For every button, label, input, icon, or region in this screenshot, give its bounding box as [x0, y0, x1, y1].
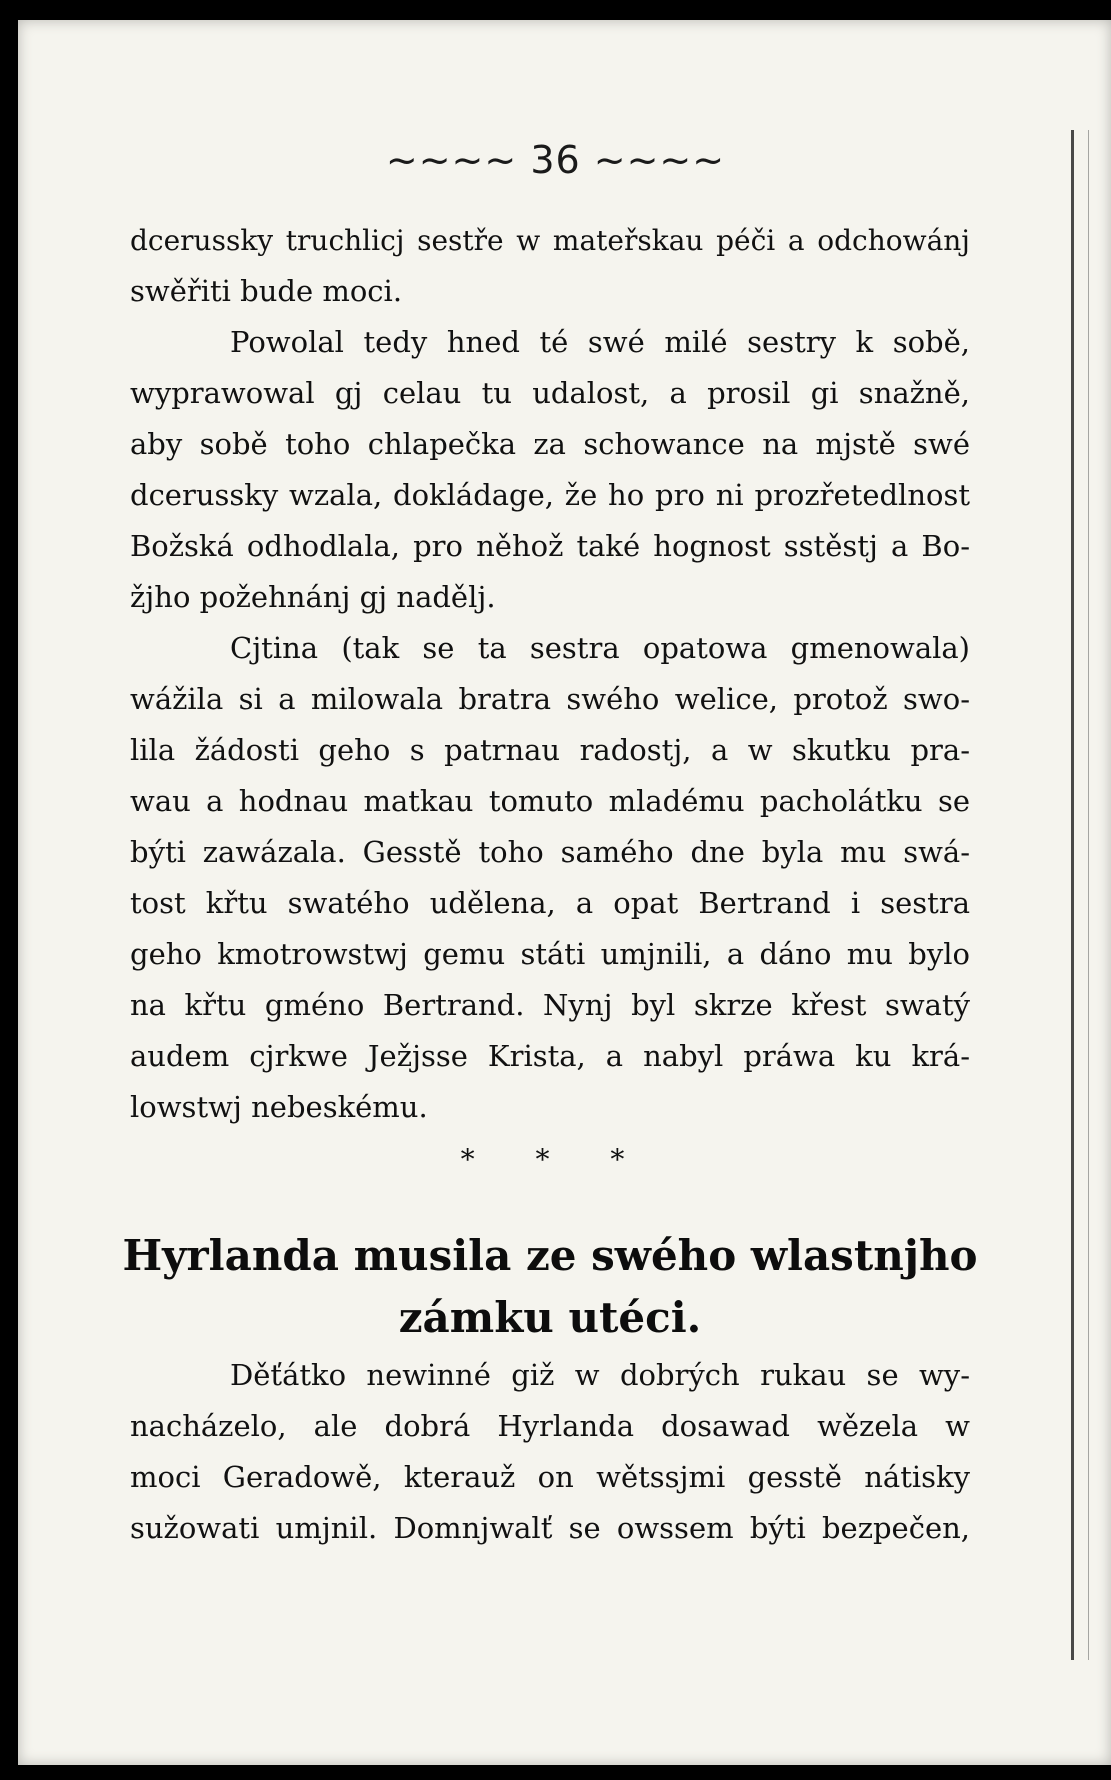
text-line: Powolal tedy hned té swé milé sestry k sobě, — [230, 325, 970, 359]
text-line: Cjtina (tak se ta sestra opatowa gmenowala) — [230, 631, 970, 665]
text-line: dcerussky wzala, dokládage, že ho pro ni prozřetedlnost — [130, 478, 970, 512]
page-number-left-ornament: ~~~~ — [385, 138, 531, 182]
text-line: lowstwj nebeskému. — [130, 1090, 428, 1124]
page-number-right-ornament: ~~~~ — [580, 138, 726, 182]
text-line: geho kmotrowstwj gemu státi umjnili, a dáno mu bylo — [130, 937, 970, 971]
chapter-heading-line-2: zámku utéci. — [398, 1293, 702, 1342]
text-line: wážila si a milowala bratra swého welice, protož swo- — [130, 682, 970, 716]
text-line: wau a hodnau matkau tomuto mladému pacholátku se — [130, 784, 970, 818]
text-line: swěřiti bude moci. — [130, 274, 403, 308]
paragraph-2 — [130, 317, 970, 623]
text-line: sužowati umjnil. Domnjwalť se owssem býti bezpečen, — [130, 1511, 970, 1545]
text-line: žjho požehnánj gj nadělj. — [130, 580, 496, 614]
text-line: Božská odhodlala, pro něhož také hognost sstěstj a Bo- — [130, 529, 970, 563]
paragraph-4 — [130, 1350, 970, 1554]
text-line: audem cjrkwe Ježjsse Krista, a nabyl práwa ku krá- — [130, 1039, 970, 1073]
page-number — [0, 138, 1111, 182]
chapter-heading-line-1: Hyrlanda musila ze swého wlastnjho — [122, 1231, 978, 1280]
page-edge-rule — [1071, 130, 1074, 1660]
text-line: dcerussky truchlicj sestře w mateřskau péči a odchowánj — [130, 224, 970, 257]
chapter-heading — [110, 1225, 990, 1349]
section-separator: * * * — [460, 1143, 651, 1176]
paragraph-1 — [130, 215, 970, 317]
text-line: na křtu gméno Bertrand. Nynj byl skrze křest swatý — [130, 988, 970, 1022]
page-edge-rule-thin — [1088, 130, 1089, 1660]
text-line: Děťátko newinné giž w dobrých rukau se wy- — [230, 1358, 970, 1392]
text-line: tost křtu swatého udělena, a opat Bertrand i sestra — [130, 886, 970, 920]
text-line: aby sobě toho chlapečka za schowance na mjstě swé — [130, 427, 970, 461]
page-number-value: 36 — [530, 138, 581, 182]
paragraph-3 — [130, 623, 970, 1133]
text-line: wyprawowal gj celau tu udalost, a prosil gi snažně, — [130, 376, 970, 410]
text-line: lila žádosti geho s patrnau radostj, a w skutku pra- — [130, 733, 970, 767]
text-line: nacházelo, ale dobrá Hyrlanda dosawad wězela w — [130, 1409, 970, 1443]
text-line: býti zawázala. Gesstě toho samého dne byla mu swá- — [130, 835, 970, 869]
text-line: moci Geradowě, kterauž on wětssjmi gesstě nátisky — [130, 1460, 970, 1494]
